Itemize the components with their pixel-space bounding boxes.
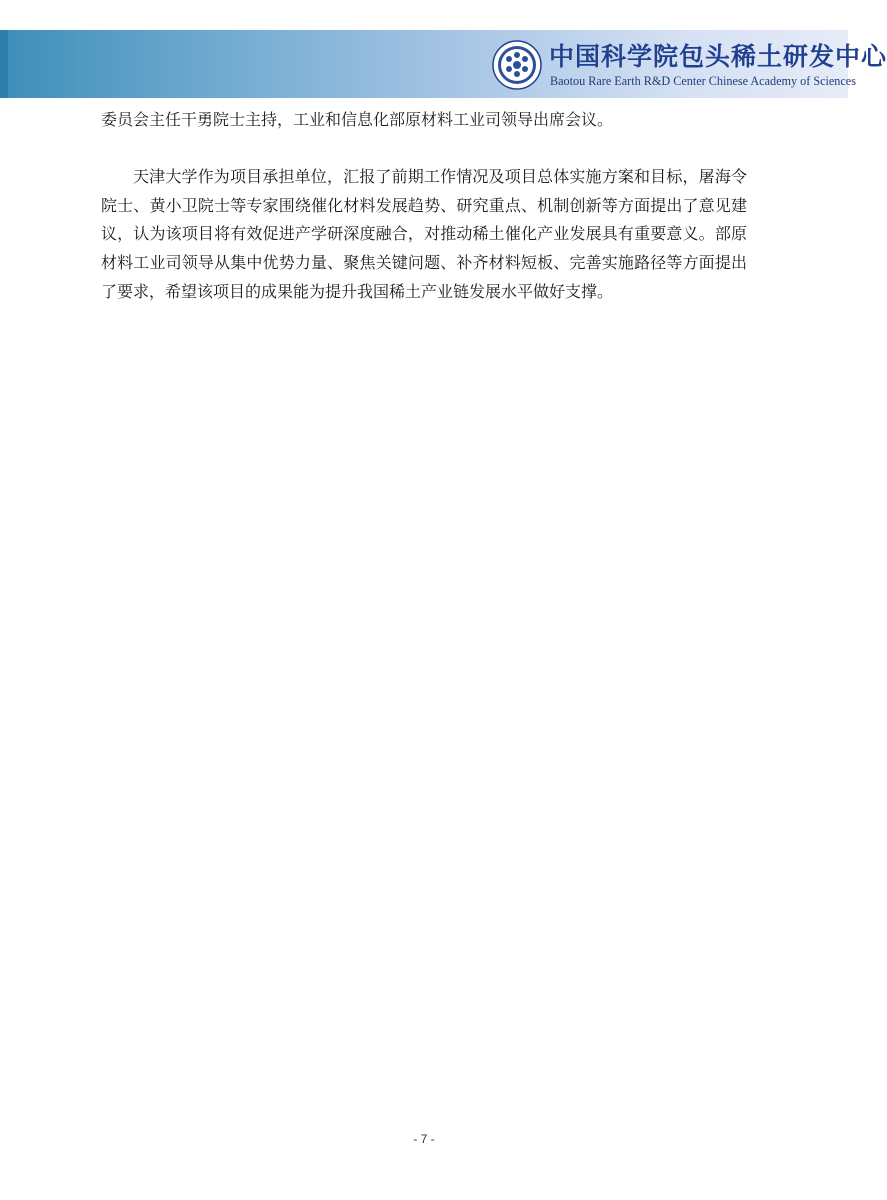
cas-emblem-icon (492, 40, 542, 90)
org-name-english: Baotou Rare Earth R&D Center Chinese Academy of Sciences (550, 74, 856, 88)
page-number: - 7 - (413, 1132, 435, 1146)
document-body (101, 106, 747, 306)
header-accent-bar (0, 30, 8, 98)
paragraph-2: 天津大学作为项目承担单位，汇报了前期工作情况及项目总体实施方案和目标，屠海令院士、黄小卫院士等专家围绕催化材料发展趋势、研究重点、机制创新等方面提出了意见建议，认为该项目将有效促进产学研深度融合，对推动稀土催化产业发展具有重要意义。部原材料工业司领导从集中优势力量、聚焦关键问题、补齐材料短板、完善实施路径等方面提出了要求，希望该项目的成果能为提升我国稀土产业链发展水平做好支撑。 (101, 167, 747, 301)
org-name-chinese: 中国科学院包头稀土研发中心 (549, 42, 887, 71)
paragraph-1: 委员会主任干勇院士主持，工业和信息化部原材料工业司领导出席会议。 (101, 110, 614, 129)
